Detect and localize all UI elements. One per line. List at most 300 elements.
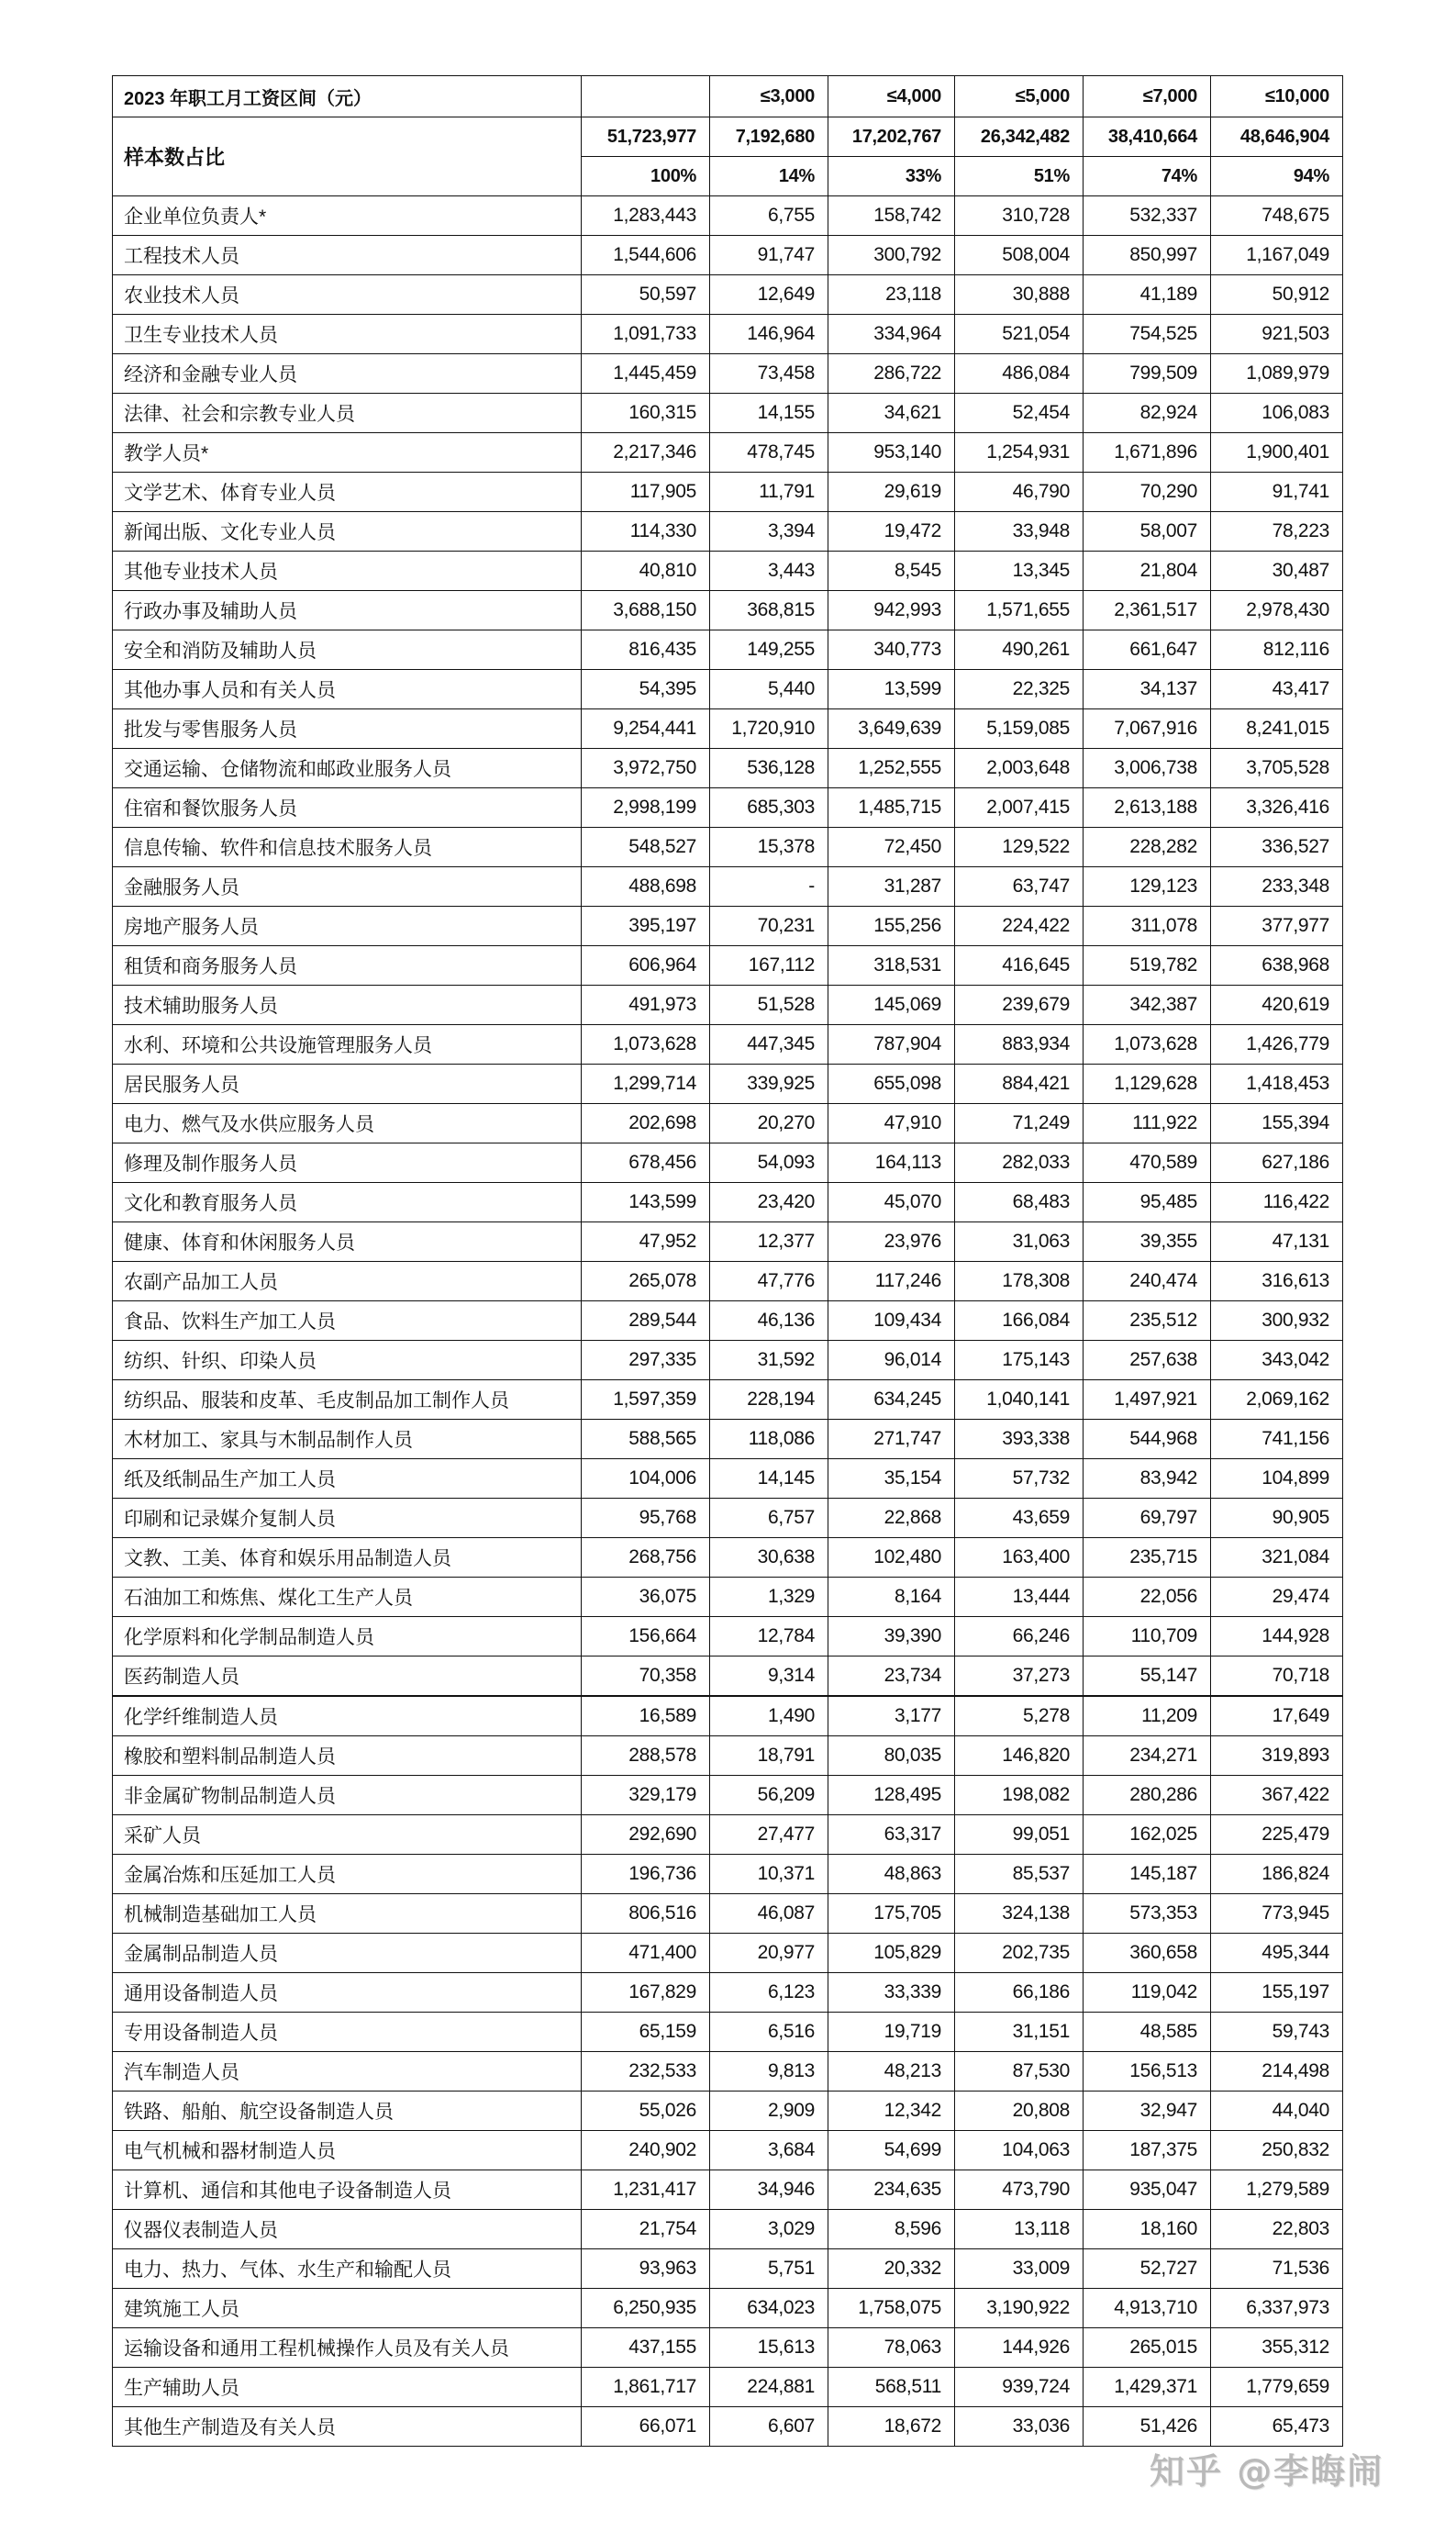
occupation-name: 农副产品加工人员	[113, 1262, 582, 1301]
cell-value: 36,075	[582, 1578, 710, 1617]
cell-value: 935,047	[1084, 2170, 1211, 2210]
cell-value: 158,742	[828, 196, 955, 236]
cell-value: 17,649	[1211, 1697, 1343, 1736]
cell-value: 21,804	[1084, 552, 1211, 591]
occupation-name: 化学原料和化学制品制造人员	[113, 1617, 582, 1656]
cell-value: 72,450	[828, 828, 955, 867]
occupation-name: 其他专业技术人员	[113, 552, 582, 591]
cell-value: 19,719	[828, 2013, 955, 2052]
occupation-name: 印刷和记录媒介复制人员	[113, 1499, 582, 1538]
cell-value: 329,179	[582, 1776, 710, 1815]
cell-value: 14,145	[710, 1459, 828, 1499]
cell-value: 166,084	[955, 1301, 1084, 1341]
cell-value: 336,527	[1211, 828, 1343, 867]
cell-value: 95,768	[582, 1499, 710, 1538]
cell-value: 20,808	[955, 2092, 1084, 2131]
column-header	[582, 76, 710, 117]
occupation-name: 医药制造人员	[113, 1656, 582, 1696]
cell-value: 1,091,733	[582, 315, 710, 354]
cell-value: 6,123	[710, 1973, 828, 2013]
table-row	[113, 867, 1343, 907]
cell-value: 568,511	[828, 2368, 955, 2407]
cell-value: 48,585	[1084, 2013, 1211, 2052]
cell-value: 2,978,430	[1211, 591, 1343, 630]
occupation-name: 批发与零售服务人员	[113, 709, 582, 749]
cell-value: 232,533	[582, 2052, 710, 2092]
cell-value: 12,784	[710, 1617, 828, 1656]
occupation-name: 水利、环境和公共设施管理服务人员	[113, 1025, 582, 1065]
cell-value: 3,443	[710, 552, 828, 591]
wage-table-part-1	[112, 75, 1343, 1696]
cell-value: 8,241,015	[1211, 709, 1343, 749]
cell-value: 754,525	[1084, 315, 1211, 354]
cell-value: 393,338	[955, 1420, 1084, 1459]
cell-value: 110,709	[1084, 1617, 1211, 1656]
cell-value: 47,910	[828, 1104, 955, 1143]
cell-value: 288,578	[582, 1736, 710, 1776]
cell-value: 95,485	[1084, 1183, 1211, 1222]
cell-value: 491,973	[582, 986, 710, 1025]
cell-value: 48,213	[828, 2052, 955, 2092]
cell-value: 65,159	[582, 2013, 710, 2052]
cell-value: 46,790	[955, 473, 1084, 512]
cell-value: 63,317	[828, 1815, 955, 1855]
cell-value: 106,083	[1211, 394, 1343, 433]
cell-value: 678,456	[582, 1143, 710, 1183]
cell-value: 1,129,628	[1084, 1065, 1211, 1104]
column-header: ≤5,000	[955, 76, 1084, 117]
cell-value: 39,355	[1084, 1222, 1211, 1262]
cell-value: 41,189	[1084, 275, 1211, 315]
cell-value: 311,078	[1084, 907, 1211, 946]
cell-value: 22,803	[1211, 2210, 1343, 2249]
cell-value: 54,093	[710, 1143, 828, 1183]
cell-value: 149,255	[710, 630, 828, 670]
cell-value: 286,722	[828, 354, 955, 394]
cell-value: 164,113	[828, 1143, 955, 1183]
cell-value: 573,353	[1084, 1894, 1211, 1934]
sample-count: 48,646,904	[1211, 117, 1343, 157]
table-row	[113, 1499, 1343, 1538]
cell-value: 51,528	[710, 986, 828, 1025]
cell-value: 8,164	[828, 1578, 955, 1617]
cell-value: 478,745	[710, 433, 828, 473]
cell-value: 521,054	[955, 315, 1084, 354]
cell-value: 69,797	[1084, 1499, 1211, 1538]
cell-value: 18,672	[828, 2407, 955, 2447]
cell-value: 129,123	[1084, 867, 1211, 907]
occupation-name: 住宿和餐饮服务人员	[113, 788, 582, 828]
occupation-name: 通用设备制造人员	[113, 1973, 582, 2013]
cell-value: 105,829	[828, 1934, 955, 1973]
table-row	[113, 394, 1343, 433]
cell-value: 214,498	[1211, 2052, 1343, 2092]
cell-value: 638,968	[1211, 946, 1343, 986]
sample-label: 样本数占比	[113, 117, 582, 196]
cell-value: 548,527	[582, 828, 710, 867]
table-row	[113, 1934, 1343, 1973]
cell-value: 1,329	[710, 1578, 828, 1617]
cell-value: 1,089,979	[1211, 354, 1343, 394]
cell-value: 54,395	[582, 670, 710, 709]
occupation-name: 电力、燃气及水供应服务人员	[113, 1104, 582, 1143]
cell-value: 1,671,896	[1084, 433, 1211, 473]
cell-value: 52,454	[955, 394, 1084, 433]
table-row	[113, 1183, 1343, 1222]
table-row	[113, 1420, 1343, 1459]
occupation-name: 卫生专业技术人员	[113, 315, 582, 354]
cell-value: 471,400	[582, 1934, 710, 1973]
cell-value: 1,426,779	[1211, 1025, 1343, 1065]
cell-value: 109,434	[828, 1301, 955, 1341]
cell-value: 1,720,910	[710, 709, 828, 749]
occupation-name: 非金属矿物制品制造人员	[113, 1776, 582, 1815]
occupation-name: 石油加工和炼焦、煤化工生产人员	[113, 1578, 582, 1617]
cell-value: 234,635	[828, 2170, 955, 2210]
cell-value: 343,042	[1211, 1341, 1343, 1380]
cell-value: 377,977	[1211, 907, 1343, 946]
cell-value: 2,007,415	[955, 788, 1084, 828]
table-row	[113, 788, 1343, 828]
header-row	[113, 76, 1343, 117]
cell-value: 40,810	[582, 552, 710, 591]
cell-value: 3,006,738	[1084, 749, 1211, 788]
cell-value: 473,790	[955, 2170, 1084, 2210]
cell-value: 1,252,555	[828, 749, 955, 788]
cell-value: 78,063	[828, 2328, 955, 2368]
cell-value: 319,893	[1211, 1736, 1343, 1776]
table-row	[113, 1380, 1343, 1420]
cell-value: 2,003,648	[955, 749, 1084, 788]
occupation-name: 电气机械和器材制造人员	[113, 2131, 582, 2170]
cell-value: 47,131	[1211, 1222, 1343, 1262]
occupation-name: 金属冶炼和压延加工人员	[113, 1855, 582, 1894]
table-row	[113, 552, 1343, 591]
table-row	[113, 2289, 1343, 2328]
table-row	[113, 670, 1343, 709]
cell-value: 33,009	[955, 2249, 1084, 2289]
cell-value: 44,040	[1211, 2092, 1343, 2131]
table-row	[113, 2368, 1343, 2407]
cell-value: 70,718	[1211, 1656, 1343, 1696]
table-row	[113, 1973, 1343, 2013]
cell-value: 3,190,922	[955, 2289, 1084, 2328]
occupation-name: 生产辅助人员	[113, 2368, 582, 2407]
occupation-name: 化学纤维制造人员	[113, 1697, 582, 1736]
cell-value: 368,815	[710, 591, 828, 630]
cell-value: 486,084	[955, 354, 1084, 394]
cell-value: 93,963	[582, 2249, 710, 2289]
cell-value: 661,647	[1084, 630, 1211, 670]
cell-value: 234,271	[1084, 1736, 1211, 1776]
cell-value: 9,314	[710, 1656, 828, 1696]
cell-value: 54,699	[828, 2131, 955, 2170]
cell-value: 7,067,916	[1084, 709, 1211, 749]
cell-value: 162,025	[1084, 1815, 1211, 1855]
cell-value: 606,964	[582, 946, 710, 986]
cell-value: 6,607	[710, 2407, 828, 2447]
cell-value: 202,735	[955, 1934, 1084, 1973]
cell-value: 114,330	[582, 512, 710, 552]
cell-value: 1,571,655	[955, 591, 1084, 630]
occupation-name: 法律、社会和宗教专业人员	[113, 394, 582, 433]
cell-value: 280,286	[1084, 1776, 1211, 1815]
cell-value: 655,098	[828, 1065, 955, 1104]
cell-value: 14,155	[710, 394, 828, 433]
cell-value: 52,727	[1084, 2249, 1211, 2289]
cell-value: 265,078	[582, 1262, 710, 1301]
cell-value: 437,155	[582, 2328, 710, 2368]
cell-value: 66,071	[582, 2407, 710, 2447]
cell-value: 292,690	[582, 1815, 710, 1855]
cell-value: 816,435	[582, 630, 710, 670]
cell-value: 3,177	[828, 1697, 955, 1736]
cell-value: 91,747	[710, 236, 828, 275]
cell-value: 59,743	[1211, 2013, 1343, 2052]
cell-value: 99,051	[955, 1815, 1084, 1855]
cell-value: 416,645	[955, 946, 1084, 986]
cell-value: 289,544	[582, 1301, 710, 1341]
table-row	[113, 1894, 1343, 1934]
table-row	[113, 1855, 1343, 1894]
cell-value: 544,968	[1084, 1420, 1211, 1459]
table-row	[113, 1776, 1343, 1815]
cell-value: 51,426	[1084, 2407, 1211, 2447]
cell-value: 265,015	[1084, 2328, 1211, 2368]
cell-value: 23,118	[828, 275, 955, 315]
cell-value: 78,223	[1211, 512, 1343, 552]
cell-value: 355,312	[1211, 2328, 1343, 2368]
cell-value: 19,472	[828, 512, 955, 552]
occupation-name: 机械制造基础加工人员	[113, 1894, 582, 1934]
cell-value: 18,791	[710, 1736, 828, 1776]
cell-value: 46,136	[710, 1301, 828, 1341]
cell-value: 102,480	[828, 1538, 955, 1578]
cell-value: 12,377	[710, 1222, 828, 1262]
cell-value: 342,387	[1084, 986, 1211, 1025]
cell-value: 30,487	[1211, 552, 1343, 591]
cell-value: 82,924	[1084, 394, 1211, 433]
occupation-name: 文教、工美、体育和娱乐用品制造人员	[113, 1538, 582, 1578]
cell-value: 146,820	[955, 1736, 1084, 1776]
cell-value: 532,337	[1084, 196, 1211, 236]
table-row	[113, 1143, 1343, 1183]
cell-value: 116,422	[1211, 1183, 1343, 1222]
occupation-name: 橡胶和塑料制品制造人员	[113, 1736, 582, 1776]
occupation-name: 金融服务人员	[113, 867, 582, 907]
occupation-name: 租赁和商务服务人员	[113, 946, 582, 986]
cell-value: 90,905	[1211, 1499, 1343, 1538]
occupation-name: 电力、热力、气体、水生产和输配人员	[113, 2249, 582, 2289]
cell-value: 773,945	[1211, 1894, 1343, 1934]
column-header: ≤3,000	[710, 76, 828, 117]
cell-value: 1,758,075	[828, 2289, 955, 2328]
cell-value: 119,042	[1084, 1973, 1211, 2013]
cell-value: 21,754	[582, 2210, 710, 2249]
cell-value: 1,861,717	[582, 2368, 710, 2407]
table-row	[113, 591, 1343, 630]
occupation-name: 其他生产制造及有关人员	[113, 2407, 582, 2447]
cell-value: 35,154	[828, 1459, 955, 1499]
cell-value: 6,757	[710, 1499, 828, 1538]
table-row	[113, 1065, 1343, 1104]
occupation-name: 交通运输、仓储物流和邮政业服务人员	[113, 749, 582, 788]
occupation-name: 企业单位负责人*	[113, 196, 582, 236]
table-row	[113, 1104, 1343, 1143]
table-row	[113, 907, 1343, 946]
cell-value: 6,516	[710, 2013, 828, 2052]
sample-share: 100%	[582, 157, 710, 196]
table-row	[113, 2131, 1343, 2170]
sample-count-row	[113, 117, 1343, 157]
cell-value: 1,299,714	[582, 1065, 710, 1104]
occupation-name: 工程技术人员	[113, 236, 582, 275]
cell-value: 1,490	[710, 1697, 828, 1736]
cell-value: 71,536	[1211, 2249, 1343, 2289]
cell-value: 56,209	[710, 1776, 828, 1815]
cell-value: 163,400	[955, 1538, 1084, 1578]
cell-value: 2,069,162	[1211, 1380, 1343, 1420]
cell-value: 321,084	[1211, 1538, 1343, 1578]
cell-value: 63,747	[955, 867, 1084, 907]
table-row	[113, 473, 1343, 512]
cell-value: 316,613	[1211, 1262, 1343, 1301]
cell-value: 22,868	[828, 1499, 955, 1538]
cell-value: 96,014	[828, 1341, 955, 1380]
sample-count: 26,342,482	[955, 117, 1084, 157]
cell-value: 23,420	[710, 1183, 828, 1222]
cell-value: 146,964	[710, 315, 828, 354]
cell-value: 160,315	[582, 394, 710, 433]
occupation-name: 汽车制造人员	[113, 2052, 582, 2092]
cell-value: 1,254,931	[955, 433, 1084, 473]
wage-table-part-2	[112, 1696, 1343, 2447]
table-row	[113, 1736, 1343, 1776]
cell-value: 104,899	[1211, 1459, 1343, 1499]
occupation-name: 专用设备制造人员	[113, 2013, 582, 2052]
cell-value: 31,592	[710, 1341, 828, 1380]
cell-value: 15,613	[710, 2328, 828, 2368]
cell-value: 1,073,628	[1084, 1025, 1211, 1065]
cell-value: 3,688,150	[582, 591, 710, 630]
occupation-name: 纺织、针织、印染人员	[113, 1341, 582, 1380]
occupation-name: 建筑施工人员	[113, 2289, 582, 2328]
cell-value: 20,977	[710, 1934, 828, 1973]
cell-value: 685,303	[710, 788, 828, 828]
cell-value: 43,659	[955, 1499, 1084, 1538]
cell-value: 117,905	[582, 473, 710, 512]
cell-value: 420,619	[1211, 986, 1343, 1025]
cell-value: 20,270	[710, 1104, 828, 1143]
cell-value: 588,565	[582, 1420, 710, 1459]
cell-value: 29,474	[1211, 1578, 1343, 1617]
cell-value: 447,345	[710, 1025, 828, 1065]
cell-value: 953,140	[828, 433, 955, 473]
cell-value: 50,597	[582, 275, 710, 315]
cell-value: 23,734	[828, 1656, 955, 1696]
cell-value: 11,791	[710, 473, 828, 512]
cell-value: 240,474	[1084, 1262, 1211, 1301]
cell-value: 519,782	[1084, 946, 1211, 986]
cell-value: 339,925	[710, 1065, 828, 1104]
cell-value: 55,147	[1084, 1656, 1211, 1696]
cell-value: 32,947	[1084, 2092, 1211, 2131]
cell-value: 104,063	[955, 2131, 1084, 2170]
table-row	[113, 2249, 1343, 2289]
cell-value: 1,418,453	[1211, 1065, 1343, 1104]
cell-value: 634,023	[710, 2289, 828, 2328]
cell-value: 20,332	[828, 2249, 955, 2289]
sample-count: 51,723,977	[582, 117, 710, 157]
cell-value: 271,747	[828, 1420, 955, 1459]
table-row	[113, 1459, 1343, 1499]
occupation-name: 运输设备和通用工程机械操作人员及有关人员	[113, 2328, 582, 2368]
table-row	[113, 236, 1343, 275]
cell-value: -	[710, 867, 828, 907]
cell-value: 91,741	[1211, 473, 1343, 512]
cell-value: 186,824	[1211, 1855, 1343, 1894]
cell-value: 85,537	[955, 1855, 1084, 1894]
cell-value: 48,863	[828, 1855, 955, 1894]
cell-value: 175,143	[955, 1341, 1084, 1380]
cell-value: 741,156	[1211, 1420, 1343, 1459]
cell-value: 812,116	[1211, 630, 1343, 670]
occupation-name: 房地产服务人员	[113, 907, 582, 946]
cell-value: 47,776	[710, 1262, 828, 1301]
cell-value: 6,250,935	[582, 2289, 710, 2328]
table-row	[113, 2210, 1343, 2249]
cell-value: 83,942	[1084, 1459, 1211, 1499]
cell-value: 5,159,085	[955, 709, 1084, 749]
occupation-name: 教学人员*	[113, 433, 582, 473]
cell-value: 257,638	[1084, 1341, 1211, 1380]
cell-value: 799,509	[1084, 354, 1211, 394]
cell-value: 128,495	[828, 1776, 955, 1815]
cell-value: 145,069	[828, 986, 955, 1025]
cell-value: 297,335	[582, 1341, 710, 1380]
cell-value: 145,187	[1084, 1855, 1211, 1894]
cell-value: 282,033	[955, 1143, 1084, 1183]
cell-value: 104,006	[582, 1459, 710, 1499]
cell-value: 58,007	[1084, 512, 1211, 552]
cell-value: 340,773	[828, 630, 955, 670]
cell-value: 9,254,441	[582, 709, 710, 749]
cell-value: 228,282	[1084, 828, 1211, 867]
watermark: 知乎 @李晦闹	[1150, 2451, 1384, 2492]
cell-value: 3,684	[710, 2131, 828, 2170]
cell-value: 70,290	[1084, 473, 1211, 512]
cell-value: 806,516	[582, 1894, 710, 1934]
table-row	[113, 1697, 1343, 1736]
cell-value: 34,137	[1084, 670, 1211, 709]
cell-value: 1,779,659	[1211, 2368, 1343, 2407]
table-row	[113, 433, 1343, 473]
cell-value: 942,993	[828, 591, 955, 630]
table-row	[113, 2407, 1343, 2447]
cell-value: 31,063	[955, 1222, 1084, 1262]
table-row	[113, 1656, 1343, 1696]
cell-value: 50,912	[1211, 275, 1343, 315]
cell-value: 27,477	[710, 1815, 828, 1855]
cell-value: 1,497,921	[1084, 1380, 1211, 1420]
table-row	[113, 2328, 1343, 2368]
table-row	[113, 512, 1343, 552]
occupation-name: 采矿人员	[113, 1815, 582, 1855]
cell-value: 65,473	[1211, 2407, 1343, 2447]
occupation-name: 技术辅助服务人员	[113, 986, 582, 1025]
cell-value: 167,112	[710, 946, 828, 986]
cell-value: 1,429,371	[1084, 2368, 1211, 2407]
